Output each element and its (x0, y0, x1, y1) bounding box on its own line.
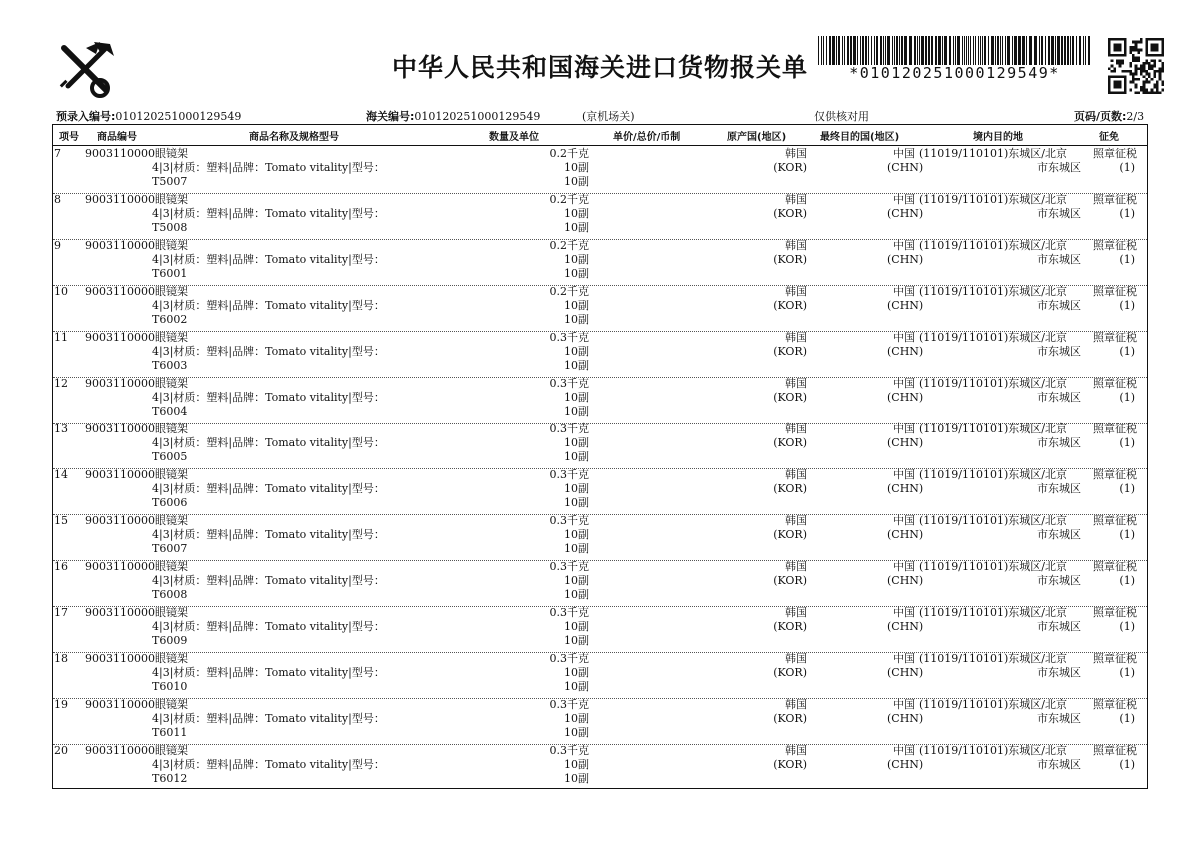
destination-country: 中国 (893, 743, 915, 757)
goods-name: 眼镜架 (155, 743, 188, 757)
goods-model: T6010 (152, 679, 188, 693)
table-row (53, 331, 1147, 378)
page-counter-label: 页码/页数: (1074, 110, 1127, 123)
domestic-destination-line2: 市东城区 (1037, 574, 1081, 588)
goods-qty-2: 10副 (564, 496, 589, 510)
destination-country: 中国 (893, 147, 915, 160)
hs-code: 9003110000 (85, 284, 155, 298)
domestic-destination-line2: 市东城区 (1037, 206, 1081, 220)
exemption-code: (1) (1119, 757, 1135, 771)
goods-model: T6003 (152, 358, 188, 372)
goods-model: T6004 (152, 404, 188, 418)
domestic-destination: (11019/110101)东城区/北京 (919, 376, 1067, 390)
pre-entry-number (56, 108, 241, 124)
barcode-icon (818, 36, 1091, 65)
destination-country-code: (CHN) (887, 344, 924, 358)
goods-qty-1: 10副 (564, 390, 589, 404)
table-row (53, 422, 1147, 469)
goods-qty-1: 10副 (564, 482, 589, 496)
domestic-destination-line2: 市东城区 (1037, 252, 1081, 266)
table-row (53, 744, 1147, 790)
goods-spec: 4|3|材质：塑料|品牌：Tomato vitality|型号： (152, 298, 385, 312)
goods-qty-2: 10副 (564, 175, 589, 188)
goods-qty-2: 10副 (564, 634, 589, 647)
origin-country-code: (KOR) (773, 161, 807, 174)
destination-country-code: (CHN) (887, 620, 924, 633)
goods-spec: 4|3|材质：塑料|品牌：Tomato vitality|型号： (152, 757, 385, 771)
goods-weight: 0.3千克 (549, 330, 589, 344)
domestic-destination-line2: 市东城区 (1037, 711, 1081, 725)
domestic-destination: (11019/110101)东城区/北京 (919, 422, 1067, 436)
goods-spec: 4|3|材质：塑料|品牌：Tomato vitality|型号： (152, 482, 385, 496)
table-row (53, 147, 1147, 194)
item-no: 8 (54, 192, 61, 206)
hs-code-name (85, 193, 188, 207)
goods-qty-1: 10副 (564, 620, 589, 633)
item-no: 18 (54, 651, 68, 665)
destination-country: 中国 (893, 560, 915, 574)
goods-qty-1: 10副 (564, 711, 589, 725)
goods-weight: 0.3千克 (549, 697, 589, 711)
origin-country-code: (KOR) (773, 482, 807, 496)
exemption-code: (1) (1119, 161, 1135, 174)
goods-name: 眼镜架 (155, 422, 188, 436)
origin-country-code: (KOR) (773, 757, 807, 771)
goods-model: T6006 (152, 496, 188, 510)
goods-spec: 4|3|材质：塑料|品牌：Tomato vitality|型号： (152, 436, 385, 450)
item-no: 20 (54, 743, 68, 757)
domestic-destination: (11019/110101)东城区/北京 (919, 743, 1067, 757)
origin-country-code: (KOR) (773, 298, 807, 312)
exemption-code: (1) (1119, 390, 1135, 404)
exemption-method: 照章征税 (1093, 468, 1137, 482)
item-no: 9 (54, 238, 61, 252)
goods-model: T6001 (152, 266, 188, 280)
goods-weight: 0.3千克 (549, 743, 589, 757)
origin-country: 韩国 (785, 651, 807, 665)
goods-model: T6002 (152, 312, 188, 326)
goods-qty-1: 10副 (564, 344, 589, 358)
destination-country: 中国 (893, 606, 915, 619)
hs-code-name (85, 560, 188, 574)
goods-weight: 0.3千克 (549, 560, 589, 574)
origin-country: 韩国 (785, 514, 807, 528)
exemption-method: 照章征税 (1093, 560, 1137, 574)
hs-code-name (85, 606, 188, 620)
goods-name: 眼镜架 (155, 651, 188, 665)
goods-table (52, 124, 1148, 789)
goods-qty-1: 10副 (564, 206, 589, 220)
domestic-destination-line2: 市东城区 (1037, 436, 1081, 450)
exemption-method: 照章征税 (1093, 192, 1137, 206)
goods-weight: 0.3千克 (549, 651, 589, 665)
table-row (53, 468, 1147, 515)
origin-country: 韩国 (785, 376, 807, 390)
barcode-number: *010120251000129549* (849, 64, 1060, 82)
origin-country-code: (KOR) (773, 528, 807, 542)
goods-model: T5007 (152, 175, 188, 188)
hs-code: 9003110000 (85, 422, 155, 436)
domestic-destination: (11019/110101)东城区/北京 (919, 238, 1067, 252)
domestic-destination-line2: 市东城区 (1037, 665, 1081, 679)
table-row (53, 652, 1147, 699)
domestic-destination-line2: 市东城区 (1037, 161, 1081, 174)
origin-country: 韩国 (785, 422, 807, 436)
table-row (53, 514, 1147, 561)
table-row (53, 606, 1147, 653)
page-counter-value: 2/3 (1126, 110, 1145, 123)
goods-name: 眼镜架 (155, 606, 188, 619)
table-row (53, 285, 1147, 332)
table-row (53, 560, 1147, 607)
hs-code-name (85, 514, 188, 528)
goods-qty-2: 10副 (564, 679, 589, 693)
item-no: 11 (54, 330, 68, 344)
origin-country-code: (KOR) (773, 711, 807, 725)
goods-qty-1: 10副 (564, 298, 589, 312)
goods-weight: 0.3千克 (549, 514, 589, 528)
goods-model: T6008 (152, 588, 188, 602)
goods-name: 眼镜架 (155, 192, 188, 206)
col-domestic-destination: 境内目的地 (973, 132, 1023, 143)
goods-spec: 4|3|材质：塑料|品牌：Tomato vitality|型号： (152, 206, 385, 220)
goods-model: T6007 (152, 542, 188, 556)
origin-country: 韩国 (785, 743, 807, 757)
col-qty-unit: 数量及单位 (489, 132, 539, 143)
origin-country: 韩国 (785, 147, 807, 160)
goods-qty-1: 10副 (564, 436, 589, 450)
domestic-destination: (11019/110101)东城区/北京 (919, 697, 1067, 711)
destination-country-code: (CHN) (887, 574, 924, 588)
hs-code-name (85, 468, 188, 482)
exemption-code: (1) (1119, 344, 1135, 358)
goods-name: 眼镜架 (155, 284, 188, 298)
customs-number (366, 108, 540, 124)
origin-country: 韩国 (785, 560, 807, 574)
goods-weight: 0.3千克 (549, 468, 589, 482)
customs-number-label: 海关编号: (366, 110, 415, 123)
goods-qty-2: 10副 (564, 266, 589, 280)
exemption-code: (1) (1119, 436, 1135, 450)
domestic-destination-line2: 市东城区 (1037, 344, 1081, 358)
exemption-code: (1) (1119, 574, 1135, 588)
origin-country-code: (KOR) (773, 390, 807, 404)
hs-code: 9003110000 (85, 376, 155, 390)
goods-model: T6005 (152, 450, 188, 464)
origin-country: 韩国 (785, 606, 807, 619)
goods-model: T5008 (152, 220, 188, 234)
goods-qty-2: 10副 (564, 771, 589, 785)
goods-weight: 0.2千克 (549, 192, 589, 206)
goods-name: 眼镜架 (155, 560, 188, 574)
hs-code: 9003110000 (85, 238, 155, 252)
hs-code: 9003110000 (85, 192, 155, 206)
hs-code: 9003110000 (85, 697, 155, 711)
origin-country: 韩国 (785, 284, 807, 298)
exemption-method: 照章征税 (1093, 238, 1137, 252)
goods-spec: 4|3|材质：塑料|品牌：Tomato vitality|型号： (152, 574, 385, 588)
pre-entry-label: 预录入编号: (56, 110, 116, 123)
domestic-destination: (11019/110101)东城区/北京 (919, 560, 1067, 574)
goods-spec: 4|3|材质：塑料|品牌：Tomato vitality|型号： (152, 252, 385, 266)
col-name-spec: 商品名称及规格型号 (249, 132, 339, 143)
table-row (53, 698, 1147, 745)
goods-qty-1: 10副 (564, 757, 589, 771)
table-header (53, 125, 1147, 146)
exemption-code: (1) (1119, 665, 1135, 679)
exemption-method: 照章征税 (1093, 376, 1137, 390)
goods-qty-1: 10副 (564, 252, 589, 266)
origin-country: 韩国 (785, 330, 807, 344)
item-no: 14 (54, 468, 68, 482)
pre-entry-value: 010120251000129549 (115, 110, 242, 123)
customs-emblem-icon (56, 38, 118, 100)
goods-name: 眼镜架 (155, 147, 188, 160)
goods-weight: 0.2千克 (549, 238, 589, 252)
hs-code-name (85, 331, 188, 345)
domestic-destination: (11019/110101)东城区/北京 (919, 147, 1067, 160)
domestic-destination: (11019/110101)东城区/北京 (919, 284, 1067, 298)
goods-qty-2: 10副 (564, 450, 589, 464)
exemption-method: 照章征税 (1093, 514, 1137, 528)
goods-spec: 4|3|材质：塑料|品牌：Tomato vitality|型号： (152, 665, 385, 679)
domestic-destination-line2: 市东城区 (1037, 298, 1081, 312)
destination-country: 中国 (893, 422, 915, 436)
hs-code-name (85, 652, 188, 666)
destination-country-code: (CHN) (887, 298, 924, 312)
goods-qty-1: 10副 (564, 665, 589, 679)
item-no: 17 (54, 606, 68, 619)
table-row (53, 239, 1147, 286)
origin-country: 韩国 (785, 468, 807, 482)
origin-country: 韩国 (785, 238, 807, 252)
col-exemption: 征免 (1099, 132, 1119, 143)
goods-spec: 4|3|材质：塑料|品牌：Tomato vitality|型号： (152, 344, 385, 358)
exemption-method: 照章征税 (1093, 697, 1137, 711)
destination-country: 中国 (893, 376, 915, 390)
destination-country-code: (CHN) (887, 390, 924, 404)
hs-code-name (85, 239, 188, 253)
domestic-destination: (11019/110101)东城区/北京 (919, 514, 1067, 528)
origin-country-code: (KOR) (773, 436, 807, 450)
exemption-method: 照章征税 (1093, 147, 1137, 160)
goods-qty-2: 10副 (564, 725, 589, 739)
goods-qty-1: 10副 (564, 528, 589, 542)
hs-code-name (85, 285, 188, 299)
goods-spec: 4|3|材质：塑料|品牌：Tomato vitality|型号： (152, 711, 385, 725)
exemption-code: (1) (1119, 482, 1135, 496)
origin-country-code: (KOR) (773, 665, 807, 679)
hs-code-name (85, 744, 188, 758)
page-counter (1074, 108, 1144, 124)
origin-country: 韩国 (785, 697, 807, 711)
hs-code: 9003110000 (85, 743, 155, 757)
hs-code: 9003110000 (85, 330, 155, 344)
destination-country: 中国 (893, 330, 915, 344)
goods-weight: 0.3千克 (549, 376, 589, 390)
hs-code-name (85, 422, 188, 436)
col-price-currency: 单价/总价/币制 (613, 132, 681, 143)
table-row (53, 377, 1147, 424)
origin-country-code: (KOR) (773, 620, 807, 633)
goods-qty-2: 10副 (564, 588, 589, 602)
destination-country: 中国 (893, 284, 915, 298)
col-origin: 原产国(地区) (727, 132, 787, 143)
page-title: 中华人民共和国海关进口货物报关单 (392, 53, 809, 82)
exemption-method: 照章征税 (1093, 743, 1137, 757)
domestic-destination-line2: 市东城区 (1037, 757, 1081, 771)
goods-weight: 0.3千克 (549, 422, 589, 436)
destination-country: 中国 (893, 238, 915, 252)
goods-qty-1: 10副 (564, 161, 589, 174)
hs-code: 9003110000 (85, 147, 155, 160)
exemption-method: 照章征税 (1093, 330, 1137, 344)
goods-qty-2: 10副 (564, 220, 589, 234)
item-no: 7 (54, 147, 61, 160)
origin-country-code: (KOR) (773, 574, 807, 588)
destination-country-code: (CHN) (887, 436, 924, 450)
origin-country-code: (KOR) (773, 206, 807, 220)
col-item-no: 项号 (59, 132, 79, 143)
goods-weight: 0.2千克 (549, 284, 589, 298)
destination-country-code: (CHN) (887, 252, 924, 266)
hs-code: 9003110000 (85, 468, 155, 482)
goods-qty-2: 10副 (564, 312, 589, 326)
domestic-destination: (11019/110101)东城区/北京 (919, 468, 1067, 482)
origin-country-code: (KOR) (773, 252, 807, 266)
destination-country-code: (CHN) (887, 482, 924, 496)
destination-country-code: (CHN) (887, 665, 924, 679)
destination-country: 中国 (893, 697, 915, 711)
exemption-code: (1) (1119, 711, 1135, 725)
exemption-code: (1) (1119, 528, 1135, 542)
hs-code-name (85, 147, 188, 161)
exemption-method: 照章征税 (1093, 651, 1137, 665)
domestic-destination-line2: 市东城区 (1037, 528, 1081, 542)
item-no: 19 (54, 697, 68, 711)
table-row (53, 193, 1147, 240)
customs-office: (京机场关) (582, 110, 635, 123)
goods-spec: 4|3|材质：塑料|品牌：Tomato vitality|型号： (152, 528, 385, 542)
col-destination: 最终目的国(地区) (820, 132, 900, 143)
item-no: 13 (54, 422, 68, 436)
goods-name: 眼镜架 (155, 238, 188, 252)
item-no: 16 (54, 560, 68, 574)
hs-code: 9003110000 (85, 651, 155, 665)
destination-country: 中国 (893, 192, 915, 206)
domestic-destination: (11019/110101)东城区/北京 (919, 192, 1067, 206)
item-no: 12 (54, 376, 68, 390)
exemption-code: (1) (1119, 298, 1135, 312)
goods-model: T6012 (152, 771, 188, 785)
exemption-method: 照章征税 (1093, 284, 1137, 298)
domestic-destination-line2: 市东城区 (1037, 390, 1081, 404)
destination-country-code: (CHN) (887, 711, 924, 725)
exemption-code: (1) (1119, 252, 1135, 266)
domestic-destination: (11019/110101)东城区/北京 (919, 330, 1067, 344)
destination-country-code: (CHN) (887, 206, 924, 220)
origin-country-code: (KOR) (773, 344, 807, 358)
goods-qty-2: 10副 (564, 404, 589, 418)
origin-country: 韩国 (785, 192, 807, 206)
exemption-code: (1) (1119, 206, 1135, 220)
customs-number-value: 010120251000129549 (414, 110, 541, 123)
domestic-destination: (11019/110101)东城区/北京 (919, 651, 1067, 665)
goods-name: 眼镜架 (155, 376, 188, 390)
goods-qty-2: 10副 (564, 542, 589, 556)
destination-country-code: (CHN) (887, 528, 924, 542)
item-no: 15 (54, 514, 68, 528)
hs-code: 9003110000 (85, 514, 155, 528)
destination-country: 中国 (893, 468, 915, 482)
goods-spec: 4|3|材质：塑料|品牌：Tomato vitality|型号： (152, 161, 385, 174)
goods-name: 眼镜架 (155, 330, 188, 344)
goods-spec: 4|3|材质：塑料|品牌：Tomato vitality|型号： (152, 390, 385, 404)
destination-country: 中国 (893, 651, 915, 665)
exemption-code: (1) (1119, 620, 1135, 633)
goods-spec: 4|3|材质：塑料|品牌：Tomato vitality|型号： (152, 620, 385, 633)
hs-code: 9003110000 (85, 560, 155, 574)
domestic-destination: (11019/110101)东城区/北京 (919, 606, 1067, 619)
goods-weight: 0.2千克 (549, 147, 589, 160)
goods-qty-1: 10副 (564, 574, 589, 588)
hs-code-name (85, 377, 188, 391)
destination-country: 中国 (893, 514, 915, 528)
destination-country-code: (CHN) (887, 757, 924, 771)
hs-code: 9003110000 (85, 606, 155, 619)
domestic-destination-line2: 市东城区 (1037, 620, 1081, 633)
domestic-destination-line2: 市东城区 (1037, 482, 1081, 496)
goods-model: T6009 (152, 634, 188, 647)
destination-country-code: (CHN) (887, 161, 924, 174)
goods-model: T6011 (152, 725, 188, 739)
goods-name: 眼镜架 (155, 514, 188, 528)
item-no: 10 (54, 284, 68, 298)
hs-code-name (85, 698, 188, 712)
goods-qty-2: 10副 (564, 358, 589, 372)
verification-note: 仅供核对用 (814, 110, 869, 123)
goods-weight: 0.3千克 (549, 606, 589, 619)
exemption-method: 照章征税 (1093, 606, 1137, 619)
exemption-method: 照章征税 (1093, 422, 1137, 436)
goods-name: 眼镜架 (155, 468, 188, 482)
goods-name: 眼镜架 (155, 697, 188, 711)
col-hs-code: 商品编号 (97, 132, 137, 143)
qr-code-icon (1108, 38, 1164, 94)
